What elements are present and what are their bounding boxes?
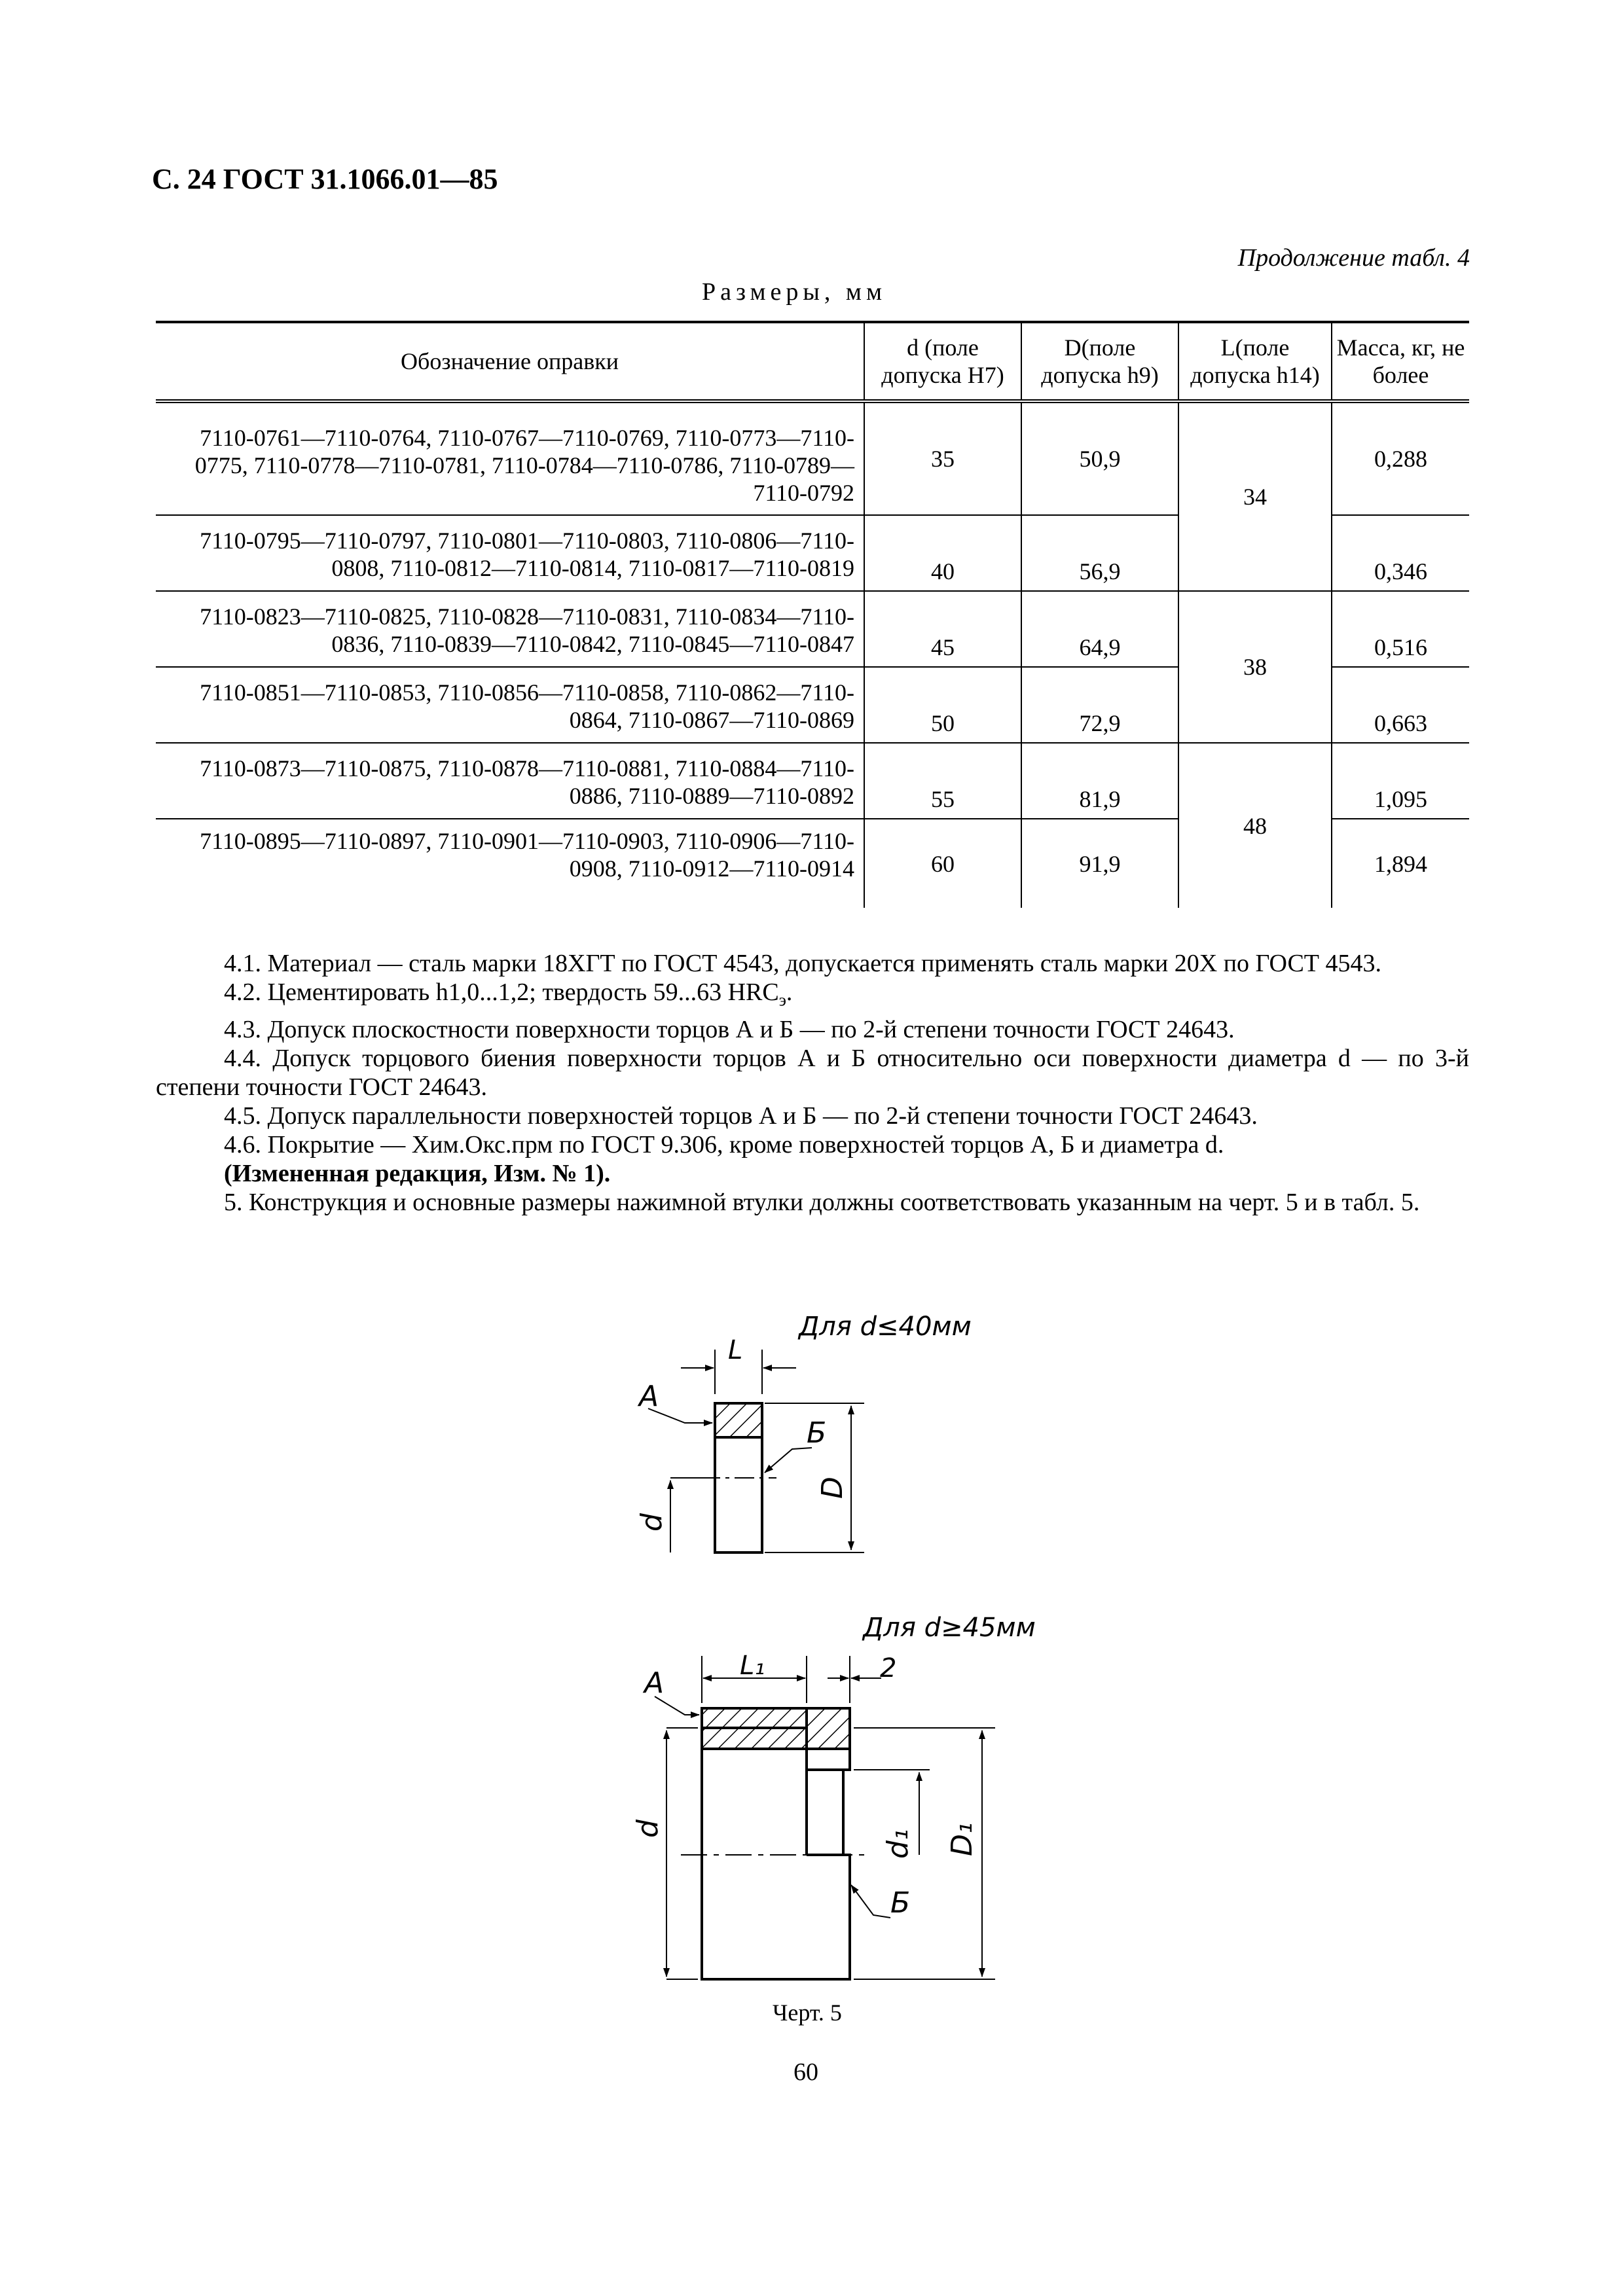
- fig1-D-label: D: [816, 1477, 849, 1499]
- row-L-group: 48: [1178, 743, 1332, 908]
- drawing-caption: Черт. 5: [773, 2000, 842, 2026]
- row-designation: 7110-0761—7110-0764, 7110-0767—7110-0769, 7110-0773—7110-0775, 7110-0778—7110-0781, 7110-0784—7110-0786, 7110-0789—7110-0792: [194, 425, 854, 506]
- header-designation: Обозначение оправки: [156, 322, 864, 401]
- note-4-3: 4.3. Допуск плоскостности поверхности торцов А и Б — по 2-й степени точности ГОСТ 24643.: [224, 1015, 1235, 1043]
- row-mass: 0,288: [1332, 401, 1469, 515]
- fig1-A-label: А: [639, 1380, 659, 1413]
- header-D: D(поле допуска h9): [1021, 322, 1178, 401]
- fig1-d-label: d: [635, 1513, 668, 1532]
- row-d: 35: [864, 401, 1021, 515]
- fig2-D1-label: D₁: [945, 1822, 979, 1856]
- row-d: 50: [864, 667, 1021, 743]
- note-4-2: 4.2. Цементировать h1,0...1,2; твердость 59...63 $HRC_э$.: [224, 978, 793, 1010]
- row-designation: 7110-0873—7110-0875, 7110-0878—7110-0881, 7110-0884—7110-0886, 7110-0889—7110-0892: [156, 743, 864, 819]
- row-designation: 7110-0823—7110-0825, 7110-0828—7110-0831, 7110-0834—7110-0836, 7110-0839—7110-0842, 7110-0845—7110-0847: [156, 591, 864, 667]
- row-mass: 1,894: [1332, 819, 1469, 908]
- row-D: 72,9: [1021, 667, 1178, 743]
- row-D: 81,9: [1021, 743, 1178, 819]
- table-continuation-label: Продолжение табл. 4: [1237, 244, 1470, 272]
- row-L-group: 38: [1178, 591, 1332, 743]
- page-header: С. 24 ГОСТ 31.1066.01—85: [152, 163, 498, 195]
- note-5: 5. Конструкция и основные размеры нажимной втулки должны соответствовать указанным на черт. 5 и в табл. 5.: [224, 1188, 1420, 1216]
- fig2-d-label: d: [631, 1820, 665, 1838]
- row-mass: 1,095: [1332, 743, 1469, 819]
- revision-note: (Измененная редакция, Изм. № 1).: [224, 1159, 611, 1187]
- figure-2: [631, 1613, 1036, 1979]
- fig1-L-label: L: [728, 1335, 743, 1365]
- sizes-caption: Размеры, мм: [702, 278, 887, 306]
- row-L-group: 34: [1178, 401, 1332, 591]
- fig2-A-label: А: [644, 1666, 665, 1700]
- row-D: 64,9: [1021, 591, 1178, 667]
- fig1-title: Для d≤40мм: [799, 1312, 972, 1342]
- note-4-4: 4.4. Допуск торцового биения поверхности торцов А и Б относительно оси поверхности диаметра d — по 3-й степени точности ГОСТ 24643.: [156, 1044, 1469, 1101]
- row-D: 50,9: [1021, 401, 1178, 515]
- row-D: 56,9: [1021, 515, 1178, 591]
- fig2-B-label: Б: [890, 1886, 911, 1920]
- row-mass: 0,663: [1332, 667, 1469, 743]
- row-d: 45: [864, 591, 1021, 667]
- header-L: L(поле допуска h14): [1178, 322, 1332, 401]
- row-d: 60: [864, 819, 1021, 908]
- row-designation: 7110-0851—7110-0853, 7110-0856—7110-0858, 7110-0862—7110-0864, 7110-0867—7110-0869: [156, 667, 864, 743]
- fig2-L1-label: L₁: [740, 1651, 765, 1681]
- note-4-6: 4.6. Покрытие — Хим.Окс.прм по ГОСТ 9.306, кроме поверхностей торцов А, Б и диаметра d.: [224, 1130, 1224, 1158]
- fig2-two-label: 2: [880, 1653, 897, 1683]
- note-4-1: 4.1. Материал — сталь марки 18ХГТ по ГОСТ 4543, допускается применять сталь марки 20Х по ГОСТ 4543.: [224, 950, 1382, 977]
- note-4-5: 4.5. Допуск параллельности поверхностей торцов А и Б — по 2-й степени точности ГОСТ 24643.: [224, 1102, 1258, 1130]
- row-mass: 0,516: [1332, 591, 1469, 667]
- row-mass: 0,346: [1332, 515, 1469, 591]
- header-d: d (поле допуска H7): [864, 322, 1021, 401]
- row-d: 40: [864, 515, 1021, 591]
- fig2-title: Для d≥45мм: [863, 1613, 1036, 1643]
- fig1-B-label: Б: [807, 1416, 827, 1450]
- row-designation: 7110-0895—7110-0897, 7110-0901—7110-0903, 7110-0906—7110-0908, 7110-0912—7110-0914: [156, 819, 864, 908]
- row-designation: 7110-0795—7110-0797, 7110-0801—7110-0803, 7110-0806—7110-0808, 7110-0812—7110-0814, 7110-0817—7110-0819: [156, 515, 864, 591]
- page-number: 60: [793, 2058, 818, 2086]
- figure-1: [635, 1312, 972, 1552]
- fig2-d1-label: d₁: [881, 1829, 915, 1859]
- row-d: 55: [864, 743, 1021, 819]
- header-mass: Масса, кг, не более: [1332, 322, 1469, 401]
- row-D: 91,9: [1021, 819, 1178, 908]
